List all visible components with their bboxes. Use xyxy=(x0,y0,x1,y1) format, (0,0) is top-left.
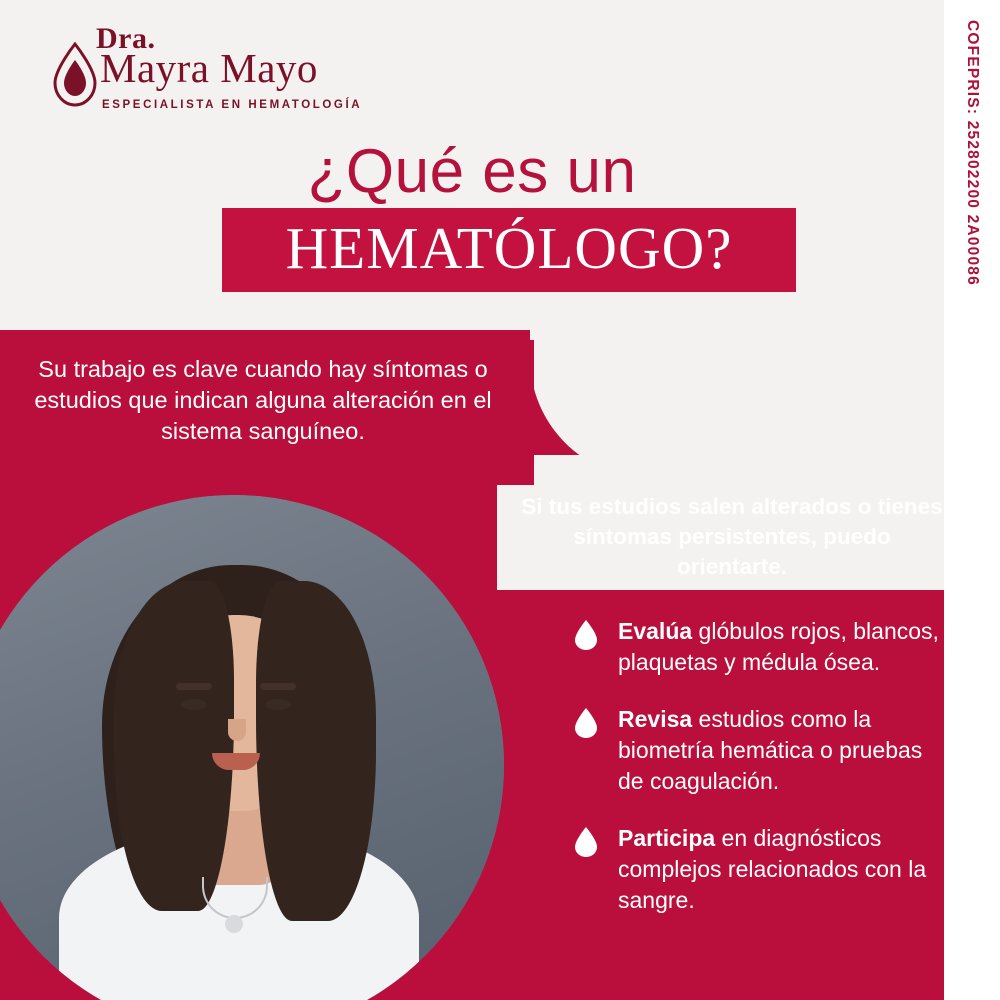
list-item xyxy=(560,616,950,678)
quote-tail xyxy=(450,462,520,496)
list-item xyxy=(560,704,950,797)
cofepris-text: COFEPRIS: 252802200 2A00086 xyxy=(964,20,981,286)
blood-drop-icon xyxy=(574,620,598,650)
blood-drop-icon xyxy=(48,42,102,108)
list-item-text: estudios como la biometría hemática o pruebas de coagulación. xyxy=(618,706,923,794)
list-item-lead: Participa xyxy=(618,825,716,851)
blood-drop-icon xyxy=(574,827,598,857)
headline-line-1: ¿Qué es un xyxy=(307,137,637,206)
doctor-photo xyxy=(0,495,504,1000)
list-item-text: glóbulos rojos, blancos, plaquetas y médula ósea. xyxy=(618,618,939,675)
brand-specialty: ESPECIALISTA EN HEMATOLOGÍA xyxy=(102,99,363,111)
quote-text: Su trabajo es clave cuando hay síntomas o estudios que indican alguna alteración en el sistema sanguíneo. xyxy=(34,356,492,444)
headline-line-2: HEMATÓLOGO? xyxy=(285,214,733,281)
cofepris-registration xyxy=(950,20,994,350)
blood-drop-icon xyxy=(574,708,598,738)
list-item xyxy=(560,823,950,916)
list-item-lead: Revisa xyxy=(618,706,693,732)
bullet-list xyxy=(560,616,950,942)
brand-prefix: Dra. xyxy=(96,22,156,55)
callout-text: Si tus estudios salen alterados o tienes síntomas persistentes, puedo orientarte. xyxy=(521,494,943,579)
brand-logo xyxy=(38,20,368,130)
list-item-lead: Evalúa xyxy=(618,618,693,644)
list-item-text: en diagnósticos complejos relacionados con la sangre. xyxy=(618,825,927,913)
brand-name: Mayra Mayo xyxy=(100,45,318,91)
